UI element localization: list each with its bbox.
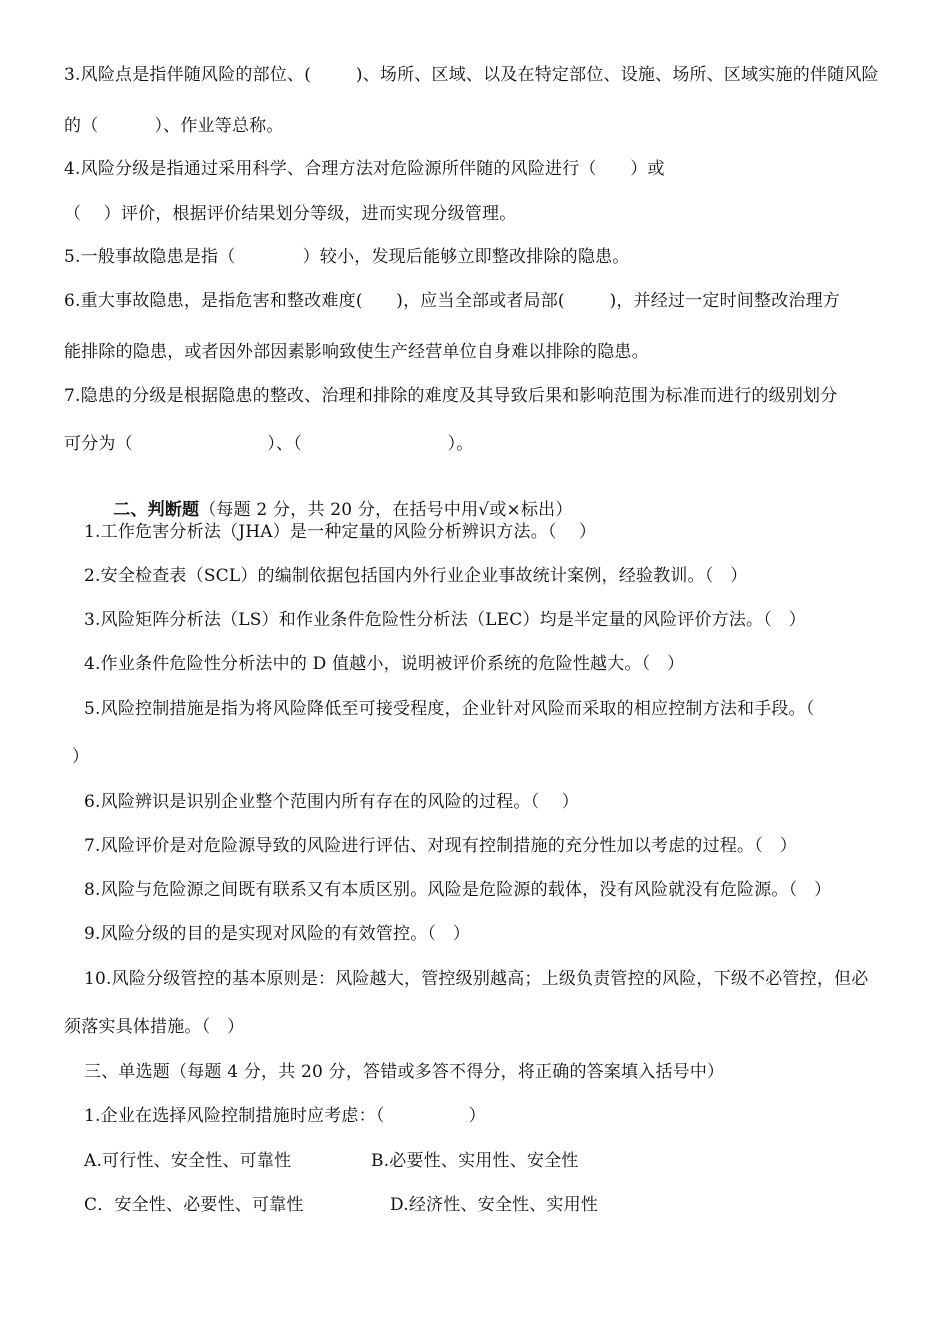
judgment-heading-note: （每题 2 分，共 20 分，在括号中用√或×标出） — [199, 500, 573, 520]
option-c: C．安全性、必要性、可靠性 — [84, 1195, 304, 1215]
judgment-item: 9.风险分级的目的是实现对风险的有效管控。（ ） — [84, 924, 471, 944]
judgment-item: 8.风险与危险源之间既有联系又有本质区别。风险是危险源的载体，没有风险就没有危险源。（ ） — [84, 880, 832, 900]
judgment-item: 7.风险评价是对危险源导致的风险进行评估、对现有控制措施的充分性加以考虑的过程。（ ） — [84, 836, 797, 856]
question-7-line-2: 可分为（ ）、（ ）。 — [64, 434, 474, 454]
judgment-item: 2.安全检查表（SCL）的编制依据包括国内外行业企业事故统计案例，经验教训。（ ） — [84, 566, 748, 586]
judgment-item: 6.风险辨识是识别企业整个范围内所有存在的风险的过程。（ ） — [84, 792, 579, 812]
judgment-item-wrap: 须落实具体措施。（ ） — [64, 1017, 245, 1037]
option-d: D.经济性、安全性、实用性 — [390, 1195, 599, 1215]
judgment-heading-title: 二、判断题 — [113, 500, 200, 520]
single-choice-heading: 三、单选题（每题 4 分，共 20 分，答错或多答不得分，将正确的答案填入括号中） — [84, 1062, 725, 1082]
single-choice-question-1: 1.企业在选择风险控制措施时应考虑：（ ） — [84, 1106, 486, 1126]
option-a: A.可行性、安全性、可靠性 — [84, 1151, 292, 1171]
judgment-item: 3.风险矩阵分析法（LS）和作业条件危险性分析法（LEC）均是半定量的风险评价方法。（ ） — [84, 610, 806, 630]
option-b: B.必要性、实用性、安全性 — [371, 1151, 579, 1171]
judgment-item: 10.风险分级管控的基本原则是：风险越大，管控级别越高；上级负责管控的风险，下级不必管控，但必 — [84, 969, 869, 989]
question-3-line-2: 的（ ）、作业等总称。 — [64, 116, 284, 136]
judgment-item-wrap: ） — [72, 747, 90, 767]
question-4-line-2: （ ）评价，根据评价结果划分等级，进而实现分级管理。 — [64, 204, 517, 224]
question-5: 5.一般事故隐患是指（ ）较小，发现后能够立即整改排除的隐患。 — [64, 247, 630, 267]
question-7-line-1: 7.隐患的分级是根据隐患的整改、治理和排除的难度及其导致后果和影响范围为标准而进行的级别划分 — [64, 386, 838, 406]
judgment-item: 1.工作危害分析法（JHA）是一种定量的风险分析辨识方法。（ ） — [84, 522, 597, 542]
judgment-heading — [102, 477, 573, 521]
question-3-line-1: 3.风险点是指伴随风险的部位、( )、场所、区域、以及在特定部位、设施、场所、区域实施的伴随风险 — [64, 65, 879, 85]
judgment-item: 4.作业条件危险性分析法中的 D 值越小，说明被评价系统的危险性越大。（ ） — [84, 654, 685, 674]
judgment-item: 5.风险控制措施是指为将风险降低至可接受程度，企业针对风险而采取的相应控制方法和手段。（ — [84, 699, 815, 719]
question-6-line-2: 能排除的隐患，或者因外部因素影响致使生产经营单位自身难以排除的隐患。 — [64, 342, 649, 362]
question-6-line-1: 6.重大事故隐患，是指危害和整改难度( )，应当全部或者局部( )，并经过一定时间整改治理方 — [64, 291, 841, 311]
question-4-line-1: 4.风险分级是指通过采用科学、合理方法对危险源所伴随的风险进行（ ）或 — [64, 159, 665, 179]
